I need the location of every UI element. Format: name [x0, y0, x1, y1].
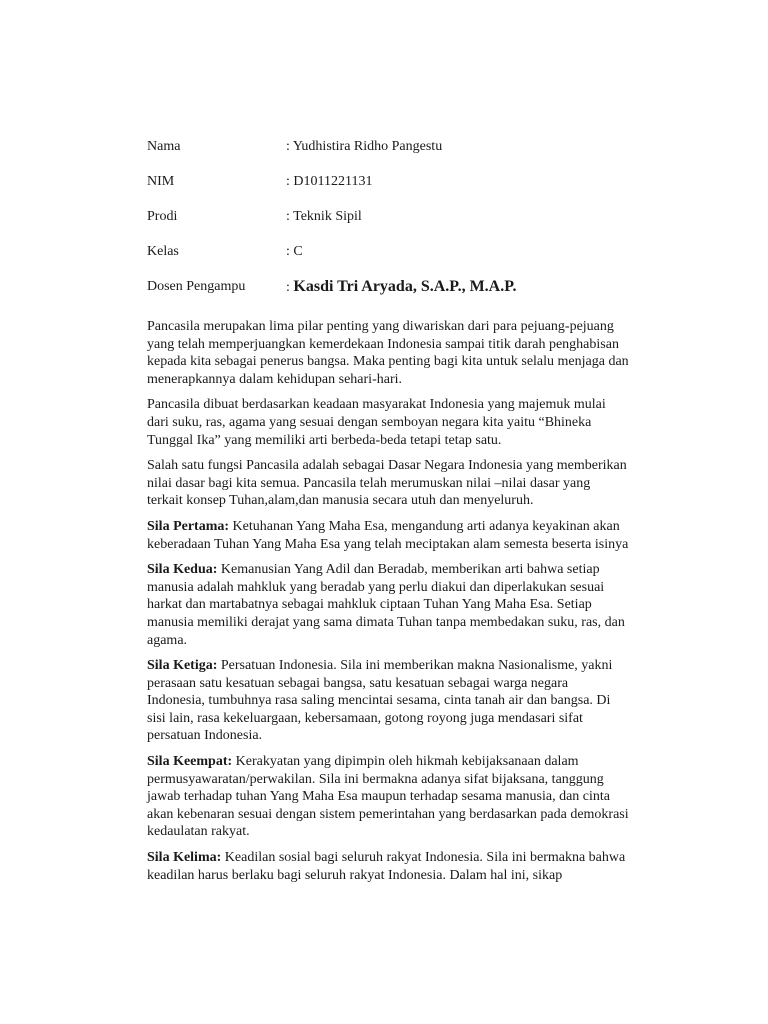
paragraph-sila-ketiga [147, 657, 629, 745]
nama-value: : Yudhistira Ridho Pangestu [286, 139, 443, 154]
paragraph-fungsi: Salah satu fungsi Pancasila adalah sebagai Dasar Negara Indonesia yang memberikan nilai dasar bagi kita semua. Pancasila telah merumuskan nilai –nilai dasar yang terkait konsep Tuhan,alam,dan manusia secara utuh dan menyeluruh. [147, 458, 627, 509]
dosen-label: Dosen Pengampu [147, 279, 246, 294]
sila-kelima-text: Keadilan sosial bagi seluruh rakyat Indonesia. Sila ini bermakna bahwa keadilan harus berlaku bagi seluruh rakyat Indonesia. Dalam hal ini, sikap [147, 850, 626, 883]
student-info-table [147, 138, 647, 313]
dosen-value-wrapper [286, 278, 517, 297]
paragraph-intro: Pancasila merupakan lima pilar penting yang diwariskan dari para pejuang-pejuang yang telah memperjuangkan kemerdekaan Indonesia sampai titik darah penghabisan kepada kita sebagai penerus bangsa. Maka penting bagi kita untuk selalu menjaga dan menerapkannya dalam kehidupan sehari-hari. [147, 319, 629, 387]
sila-ketiga-text: Persatuan Indonesia. Sila ini memberikan makna Nasionalisme, yakni perasaan satu kesatuan sebagai bangsa, satu kesatuan sebagai warga negara Indonesia, tumbuhnya rasa saling mencintai sesama, cinta tanah air dan bangsa. Di sisi lain, rasa kekeluargaan, kebersamaan, gotong royong juga mendasari sifat persatuan Indonesia. [147, 658, 613, 744]
dosen-colon: : [286, 280, 294, 295]
info-row-nama [147, 138, 647, 173]
kelas-label: Kelas [147, 244, 179, 259]
nama-label: Nama [147, 139, 181, 154]
paragraph-sila-pertama [147, 518, 629, 553]
sila-ketiga-label: Sila Ketiga: [147, 658, 218, 674]
info-row-prodi [147, 208, 647, 243]
paragraph-masyarakat: Pancasila dibuat berdasarkan keadaan masyarakat Indonesia yang majemuk mulai dari suku, ras, agama yang sesuai dengan semboyan negara kita yaitu “Bhineka Tunggal Ika” yang memiliki arti berbeda-beda tetapi tetap satu. [147, 397, 606, 448]
sila-kedua-label: Sila Kedua: [147, 562, 218, 578]
paragraph-sila-keempat [147, 753, 629, 841]
info-row-nim [147, 173, 647, 208]
prodi-value: : Teknik Sipil [286, 209, 362, 224]
info-row-dosen [147, 278, 647, 313]
sila-pertama-text: Ketuhanan Yang Maha Esa, mengandung arti adanya keyakinan akan keberadaan Tuhan Yang Maha Esa yang telah meciptakan alam semesta beserta isinya [147, 518, 629, 552]
paragraph-sila-kedua [147, 561, 629, 649]
document-body [147, 318, 629, 892]
sila-kedua-text: Kemanusian Yang Adil dan Beradab, memberikan arti bahwa setiap manusia adalah mahkluk yang beradab yang perlu diakui dan diperlakukan sesuai harkat dan martabatnya sebagai mahkluk ciptaan Tuhan Yang Maha Esa. Setiap manusia memiliki derajat yang sama dimata Tuhan tanpa membedakan suku, ras, dan agama. [147, 562, 625, 648]
sila-keempat-label: Sila Keempat: [147, 754, 233, 770]
sila-kelima-label: Sila Kelima: [147, 850, 222, 866]
sila-pertama-label: Sila Pertama: [147, 518, 230, 534]
info-row-kelas [147, 243, 647, 278]
dosen-value: Kasdi Tri Aryada, S.A.P., M.A.P. [293, 278, 517, 295]
prodi-label: Prodi [147, 209, 178, 224]
paragraph-sila-kelima [147, 849, 629, 884]
nim-label: NIM [147, 174, 175, 189]
nim-value: : D1011221131 [286, 174, 373, 189]
sila-keempat-text: Kerakyatan yang dipimpin oleh hikmah kebijaksanaan dalam permusyawaratan/perwakilan. Sila ini bermakna adanya sifat bijaksana, tanggung jawab terhadap tuhan Yang Maha Esa maupun terhadap sesama manusia, dan cinta akan kebenaran sesuai dengan sistem pemerintahan yang berdasarkan pada demokrasi kedaulatan rakyat. [147, 754, 629, 840]
kelas-value: : C [286, 244, 303, 259]
